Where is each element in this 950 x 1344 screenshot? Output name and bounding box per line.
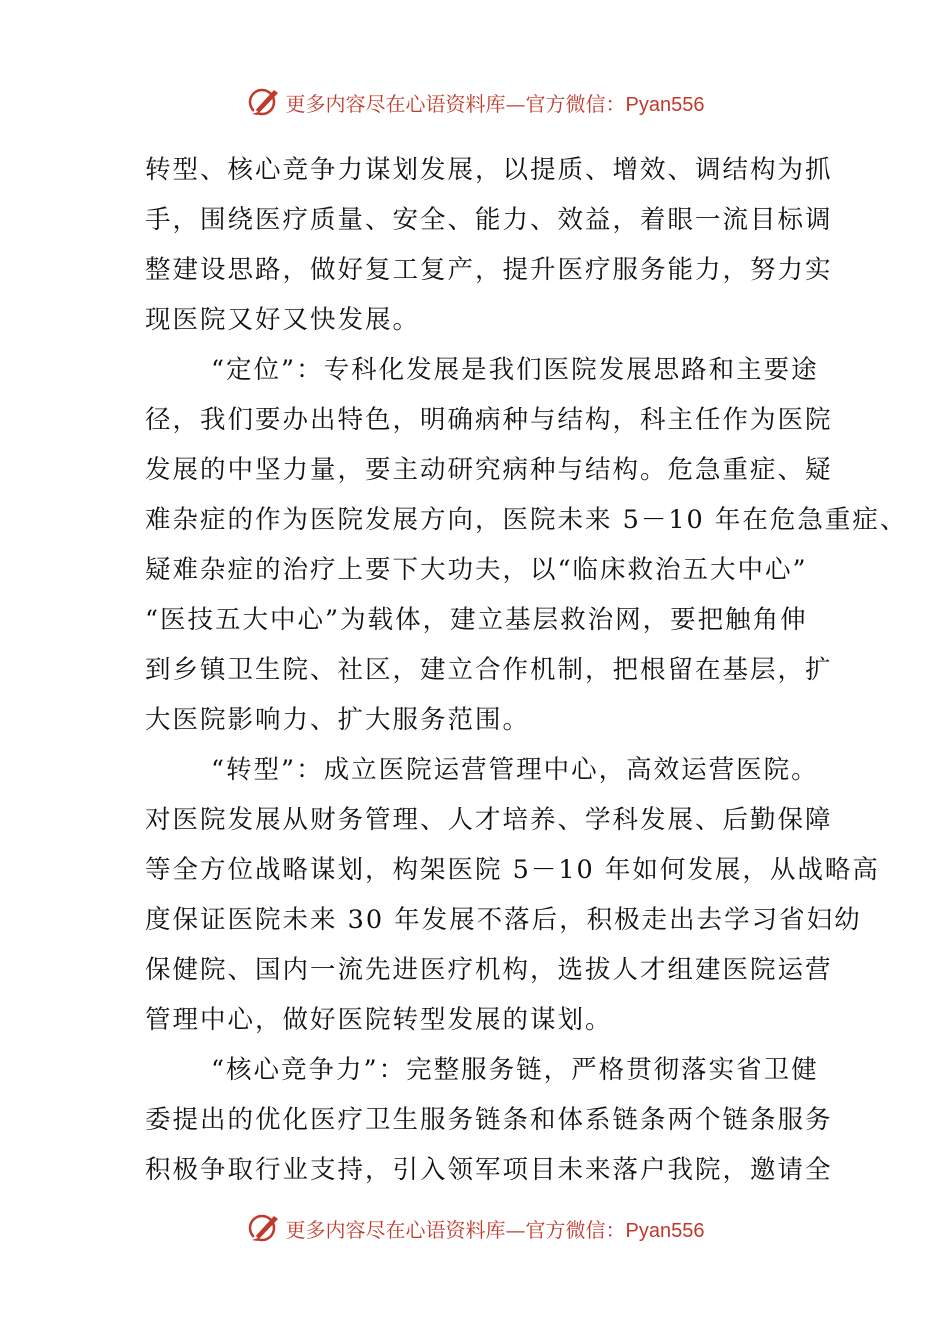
text-line: 整建设思路，做好复工复产，提升医疗服务能力，努力实 [145, 255, 833, 285]
text-line: 发展的中坚力量，要主动研究病种与结构。危急重症、疑 [145, 455, 833, 485]
banner-main-text: 更多内容尽在心语资料库 [285, 91, 506, 116]
banner-official-label: 官方微信： [525, 1217, 626, 1242]
text-line: 径，我们要办出特色，明确病种与结构，科主任作为医院 [145, 405, 833, 435]
text-line: 度保证医院未来 30 年发展不落后，积极走出去学习省妇幼 [145, 905, 862, 935]
pen-logo-icon [246, 1210, 282, 1246]
paragraph-start-transformation: “转型”：成立医院运营管理中心，高效运营医院。 [211, 755, 819, 785]
banner-dash: — [505, 1217, 526, 1242]
header-watermark-banner [0, 82, 950, 122]
paragraph-start-core-competitiveness: “核心竞争力”：完整服务链，严格贯彻落实省卫健 [211, 1055, 819, 1085]
banner-main-text: 更多内容尽在心语资料库 [285, 1217, 506, 1242]
text-line: 委提出的优化医疗卫生服务链条和体系链条两个链条服务 [145, 1105, 833, 1135]
banner-dash: — [505, 91, 526, 116]
text-line: 到乡镇卫生院、社区，建立合作机制，把根留在基层，扩 [145, 655, 833, 685]
text-line: 转型、核心竞争力谋划发展，以提质、增效、调结构为抓 [145, 155, 833, 185]
document-body [145, 145, 908, 1195]
text-line: 手，围绕医疗质量、安全、能力、效益，着眼一流目标调 [145, 205, 833, 235]
banner-wechat-handle: Pyan556 [625, 93, 705, 116]
text-line: “医技五大中心”为载体，建立基层救治网，要把触角伸 [145, 605, 808, 635]
footer-watermark-banner [0, 1208, 950, 1248]
text-line: 保健院、国内一流先进医疗机构，选拔人才组建医院运营 [145, 955, 833, 985]
text-line: 难杂症的作为医院发展方向，医院未来 5－10 年在危急重症、 [145, 505, 908, 535]
text-line: 大医院影响力、扩大服务范围。 [145, 705, 531, 735]
banner-wechat-handle: Pyan556 [625, 1219, 705, 1242]
pen-logo-icon [246, 84, 282, 120]
text-line: 疑难杂症的治疗上要下大功夫，以“临床救治五大中心” [145, 555, 808, 585]
text-line: 现医院又好又快发展。 [145, 305, 421, 335]
text-line: 对医院发展从财务管理、人才培养、学科发展、后勤保障 [145, 805, 833, 835]
text-line: 积极争取行业支持，引入领军项目未来落户我院，邀请全 [145, 1155, 833, 1185]
text-line: 管理中心，做好医院转型发展的谋划。 [145, 1005, 613, 1035]
text-line: 等全方位战略谋划，构架医院 5－10 年如何发展，从战略高 [145, 855, 880, 885]
banner-official-label: 官方微信： [525, 91, 626, 116]
paragraph-start-positioning: “定位”：专科化发展是我们医院发展思路和主要途 [211, 355, 819, 385]
